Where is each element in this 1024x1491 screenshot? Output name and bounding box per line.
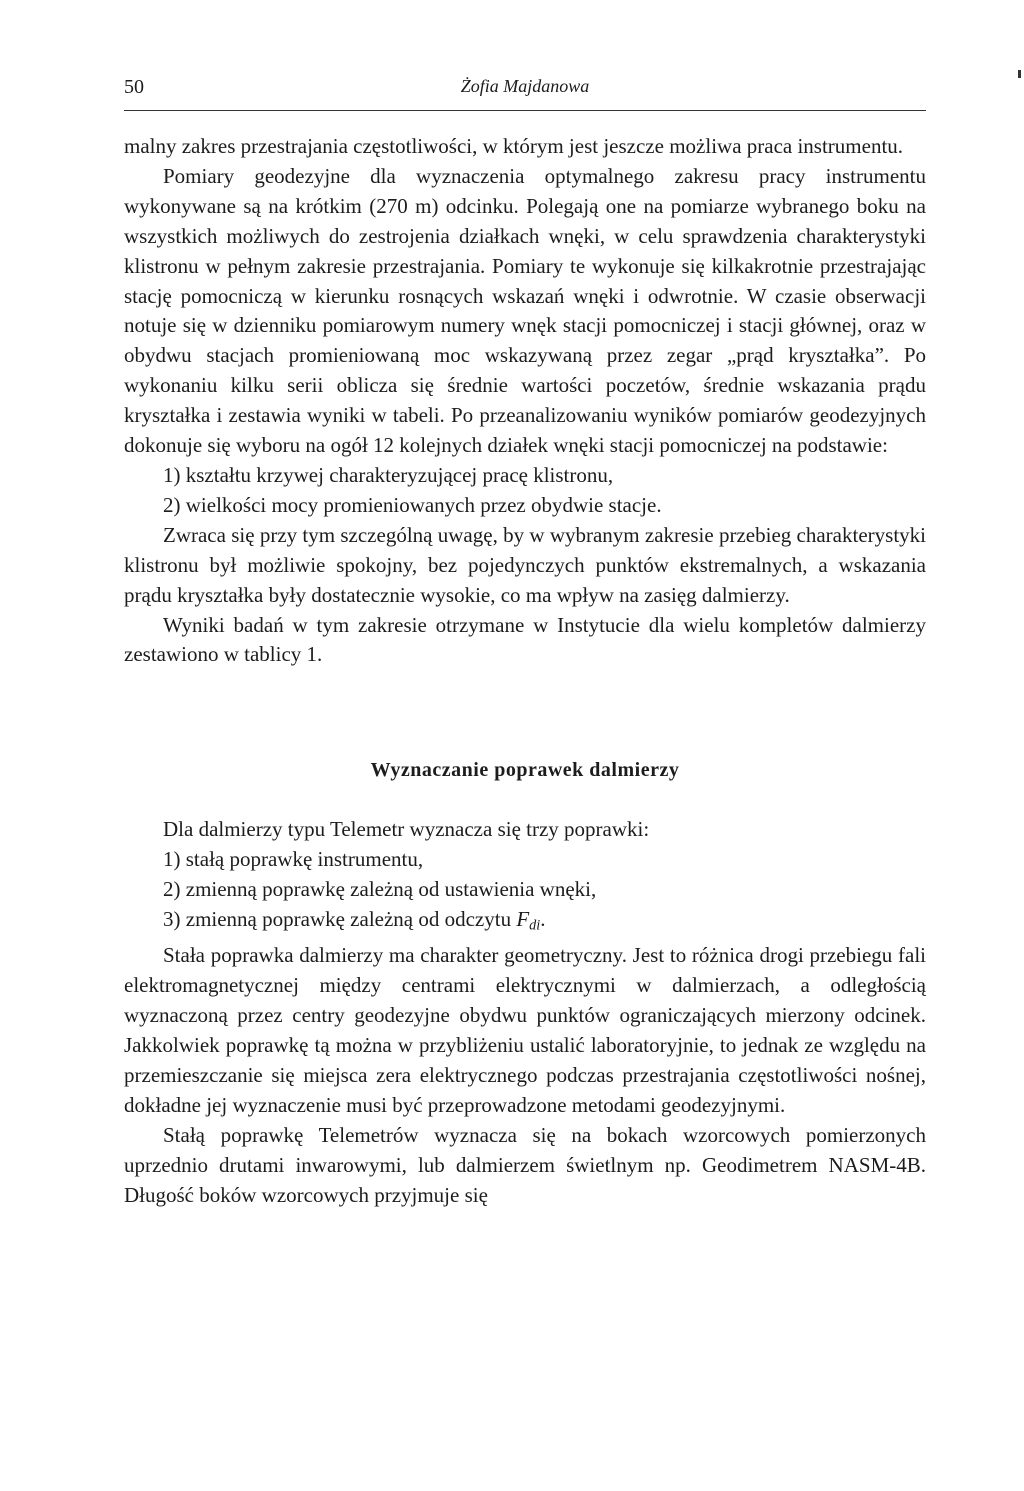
list-item (124, 905, 926, 941)
paragraph-telemeter-constant: Stałą poprawkę Telemetrów wyznacza się na bokach wzorcowych pomierzonych uprzednio drutami inwarowymi, lub dalmierzem świetlnym np. Geodimetrem NASM-4B. Długość boków wzorcowych przyjmuje się (124, 1122, 926, 1207)
formula-symbol: F (516, 906, 530, 931)
paragraph-constant-correction: Stała poprawka dalmierzy ma charakter geometryczny. Jest to różnica drogi przebiegu fali elektromagnetycznej między centrami elektrycznymi w dalmierzach, a odległością wyznaczoną przez centry geodezyjne obydwu punktów ograniczających mierzony odcinek. Jakkolwiek poprawkę tą można w przybliżeniu ustalić laboratoryjnie, to jednak ze względu na przemieszczanie się miejsca zera elektrycznego podczas przestrajania częstotliwości nośnej, dokładne jej wyznaczenie musi być przeprowadzone metodami geodezyjnymi. (124, 943, 926, 1117)
paragraph-measurements: Pomiary geodezyjne dla wyznaczenia optymalnego zakresu pracy instrumentu wykonywane są na krótkim (270 m) odcinku. Polegają one na pomiarze wybranego boku na wszystkich możliwych do zestrojenia działkach wnęki, w celu sprawdzenia charakterystyki klistronu w pełnym zakresie przestrajania. Pomiary te wykonuje się kilkakrotnie przestrajając stację pomocniczą w kierunku rosnących wskazań wnęki i odwrotnie. W czasie obserwacji notuje się w dzienniku pomiarowym numery wnęk stacji pomocniczej i stacji głównej, oraz w obydwu stacjach promieniowaną moc wskazywaną przez zegar „prąd kryształka”. Po wykonaniu kilku serii oblicza się średnie wartości poczetów, średnie wskazania prądu kryształka i zestawia wyniki w tabeli. Po przeanalizowaniu wyników pomiarów geodezyjnych dokonuje się wyboru na ogół 12 kolejnych działek wnęki stacji pomocniczej na podstawie: (124, 163, 926, 458)
margin-mark (1018, 70, 1021, 78)
page-header (124, 76, 926, 111)
paragraph-continuation: malny zakres przestrajania częstotliwości, w którym jest jeszcze możliwa praca instrumentu. (124, 134, 904, 158)
page-number: 50 (124, 76, 144, 98)
list-item-end: . (540, 906, 546, 931)
list-item: 1) stałą poprawkę instrumentu, (163, 847, 424, 872)
list-item: 2) zmienną poprawkę zależną od ustawienia wnęki, (163, 877, 597, 902)
paragraph-attention: Zwraca się przy tym szczególną uwagę, by w wybranym zakresie przebieg charakterystyki klistronu był możliwie spokojny, bez pojedynczych punktów ekstremalnych, a wskazania prądu kryształka były dostatecznie wysokie, co ma wpływ na zasięg dalmierzy. (124, 522, 926, 607)
body-text (124, 132, 926, 1211)
formula-subscript: di (529, 917, 541, 934)
section-heading: Wyznaczanie poprawek dalmierzy (370, 759, 680, 782)
list-item: 1) kształtu krzywej charakteryzującej pracę klistronu, (163, 462, 614, 487)
paragraph-intro: Dla dalmierzy typu Telemetr wyznacza się trzy poprawki: (163, 817, 650, 842)
list-item-text: 3) zmienną poprawkę zależną od odczytu (163, 906, 517, 931)
list-item: 2) wielkości mocy promieniowanych przez obydwie stacje. (163, 492, 662, 517)
paragraph-results: Wyniki badań w tym zakresie otrzymane w Instytucie dla wielu kompletów dalmierzy zestawiono w tablicy 1. (124, 612, 926, 667)
running-title: Żofia Majdanowa (460, 76, 590, 96)
